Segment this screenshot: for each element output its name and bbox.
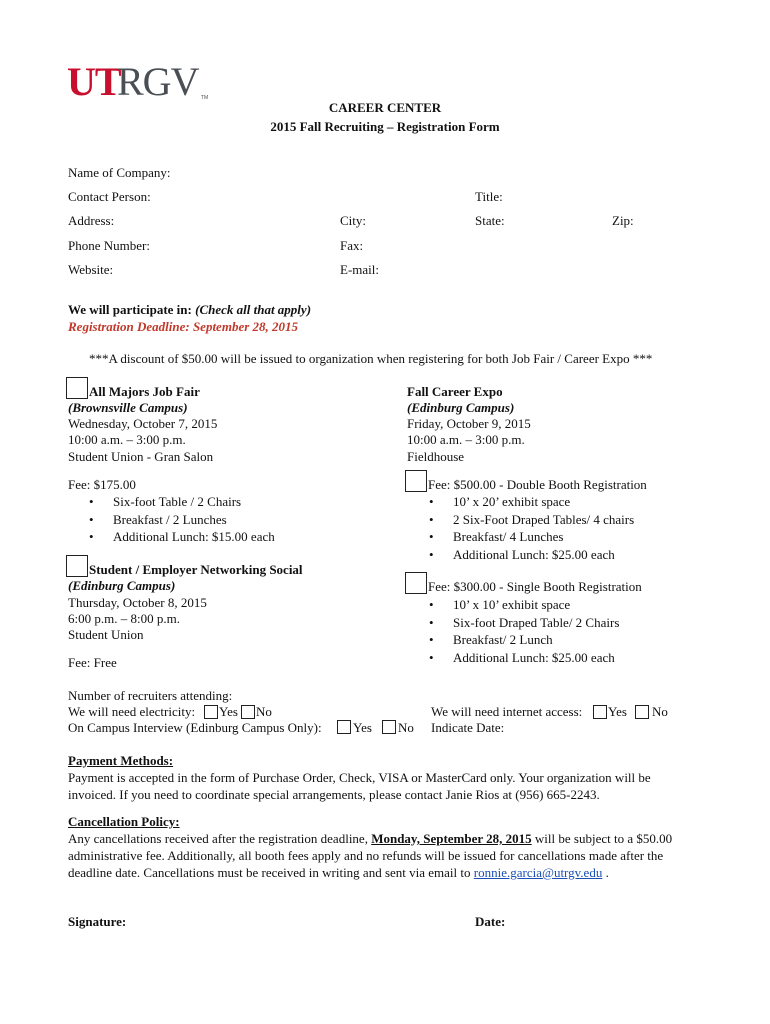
social-date: Thursday, October 8, 2015 [68, 595, 207, 610]
expo-location: Fieldhouse [407, 449, 465, 464]
interview-no-checkbox[interactable] [382, 720, 396, 734]
job-fair-items [89, 493, 275, 546]
phone-label: Phone Number: [68, 238, 150, 253]
list-item: • 2 Six-Foot Draped Tables/ 4 chairs [429, 511, 634, 529]
single-booth-items [429, 596, 619, 666]
zip-label: Zip: [612, 213, 634, 228]
interview-label: On Campus Interview (Edinburg Campus Only): [68, 720, 322, 735]
participate-hint: (Check all that apply) [195, 302, 312, 317]
website-label: Website: [68, 262, 114, 277]
internet-no-checkbox[interactable] [635, 705, 649, 719]
single-booth-fee: Fee: $300.00 - Single Booth Registration [428, 579, 642, 594]
discount-note: ***A discount of $50.00 will be issued to organization when registering for both Job Fair / Career Expo *** [89, 351, 653, 366]
internet-label: We will need internet access: [431, 704, 583, 719]
list-item: • Additional Lunch: $15.00 each [89, 528, 275, 546]
job-fair-title: All Majors Job Fair [89, 384, 200, 399]
indicate-date-label: Indicate Date: [431, 720, 505, 735]
list-item: • Breakfast / 2 Lunches [89, 511, 275, 529]
electricity-no-label: No [256, 704, 272, 719]
job-fair-campus: (Brownsville Campus) [68, 400, 188, 415]
cancellation-text [68, 830, 700, 881]
cancellation-text-end: . [605, 865, 609, 880]
social-time: 6:00 p.m. – 8:00 p.m. [68, 611, 180, 626]
interview-yes-checkbox[interactable] [337, 720, 351, 734]
double-booth-fee: Fee: $500.00 - Double Booth Registration [428, 477, 647, 492]
cancellation-text-start: Any cancellations received after the registration deadline, [68, 831, 368, 846]
list-item: • Breakfast/ 4 Lunches [429, 528, 634, 546]
list-item: • Breakfast/ 2 Lunch [429, 631, 619, 649]
logo-ut: UT [67, 59, 121, 104]
interview-yes-label: Yes [353, 720, 372, 735]
payment-heading: Payment Methods: [68, 753, 174, 768]
expo-time: 10:00 a.m. – 3:00 p.m. [407, 432, 525, 447]
list-item: • Additional Lunch: $25.00 each [429, 546, 634, 564]
company-label: Name of Company: [68, 165, 171, 180]
recruiters-label: Number of recruiters attending: [68, 688, 233, 703]
address-label: Address: [68, 213, 115, 228]
cancellation-deadline: Monday, September 28, 2015 [371, 831, 532, 846]
job-fair-location: Student Union - Gran Salon [68, 449, 214, 464]
double-booth-checkbox[interactable] [405, 470, 427, 492]
internet-no-label: No [652, 704, 668, 719]
job-fair-time: 10:00 a.m. – 3:00 p.m. [68, 432, 186, 447]
logo-rgv: RGV [117, 59, 199, 104]
city-label: City: [340, 213, 367, 228]
date-label: Date: [475, 914, 506, 929]
electricity-yes-label: Yes [219, 704, 238, 719]
expo-title: Fall Career Expo [407, 384, 503, 399]
participate-label: We will participate in: [68, 302, 192, 317]
page-title: CAREER CENTER [328, 100, 442, 115]
job-fair-date: Wednesday, October 7, 2015 [68, 416, 218, 431]
expo-campus: (Edinburg Campus) [407, 400, 515, 415]
social-campus: (Edinburg Campus) [68, 578, 176, 593]
single-booth-checkbox[interactable] [405, 572, 427, 594]
double-booth-items [429, 493, 634, 563]
fax-label: Fax: [340, 238, 364, 253]
list-item: • Six-foot Draped Table/ 2 Chairs [429, 614, 619, 632]
email-label: E-mail: [340, 262, 379, 277]
social-title: Student / Employer Networking Social [89, 562, 303, 577]
participate-heading [68, 302, 311, 318]
job-fair-checkbox[interactable] [66, 377, 88, 399]
cancellation-heading: Cancellation Policy: [68, 814, 180, 829]
electricity-no-checkbox[interactable] [241, 705, 255, 719]
registration-deadline: Registration Deadline: September 28, 2015 [68, 319, 299, 334]
social-fee: Fee: Free [68, 655, 117, 670]
page-subtitle: 2015 Fall Recruiting – Registration Form [270, 119, 500, 134]
list-item: • Six-foot Table / 2 Chairs [89, 493, 275, 511]
expo-date: Friday, October 9, 2015 [407, 416, 531, 431]
cancellation-text-rest: will be subject to a $50.00 administrative fee. Additionally, all booth fees apply and no refunds will be issued for cancellations made after the deadline date. Cancellations must be received in writing and sent via email to [68, 831, 673, 880]
interview-no-label: No [398, 720, 414, 735]
logo-trademark: TM [201, 95, 209, 101]
social-location: Student Union [68, 627, 144, 642]
job-fair-fee: Fee: $175.00 [68, 477, 136, 492]
cancellation-email-link[interactable]: ronnie.garcia@utrgv.edu [473, 865, 603, 880]
state-label: State: [475, 213, 505, 228]
list-item: • 10’ x 20’ exhibit space [429, 493, 634, 511]
social-checkbox[interactable] [66, 555, 88, 577]
title-label: Title: [475, 189, 503, 204]
electricity-label: We will need electricity: [68, 704, 196, 719]
internet-yes-checkbox[interactable] [593, 705, 607, 719]
list-item: • 10’ x 10’ exhibit space [429, 596, 619, 614]
internet-yes-label: Yes [608, 704, 627, 719]
electricity-yes-checkbox[interactable] [204, 705, 218, 719]
signature-label: Signature: [68, 914, 127, 929]
contact-person-label: Contact Person: [68, 189, 151, 204]
list-item: • Additional Lunch: $25.00 each [429, 649, 619, 667]
payment-text: Payment is accepted in the form of Purchase Order, Check, VISA or MasterCard only. Your organization will be invoiced. If you need to coordinate special arrangements, please contact Janie Rios at (956) 665-2243. [68, 770, 651, 802]
